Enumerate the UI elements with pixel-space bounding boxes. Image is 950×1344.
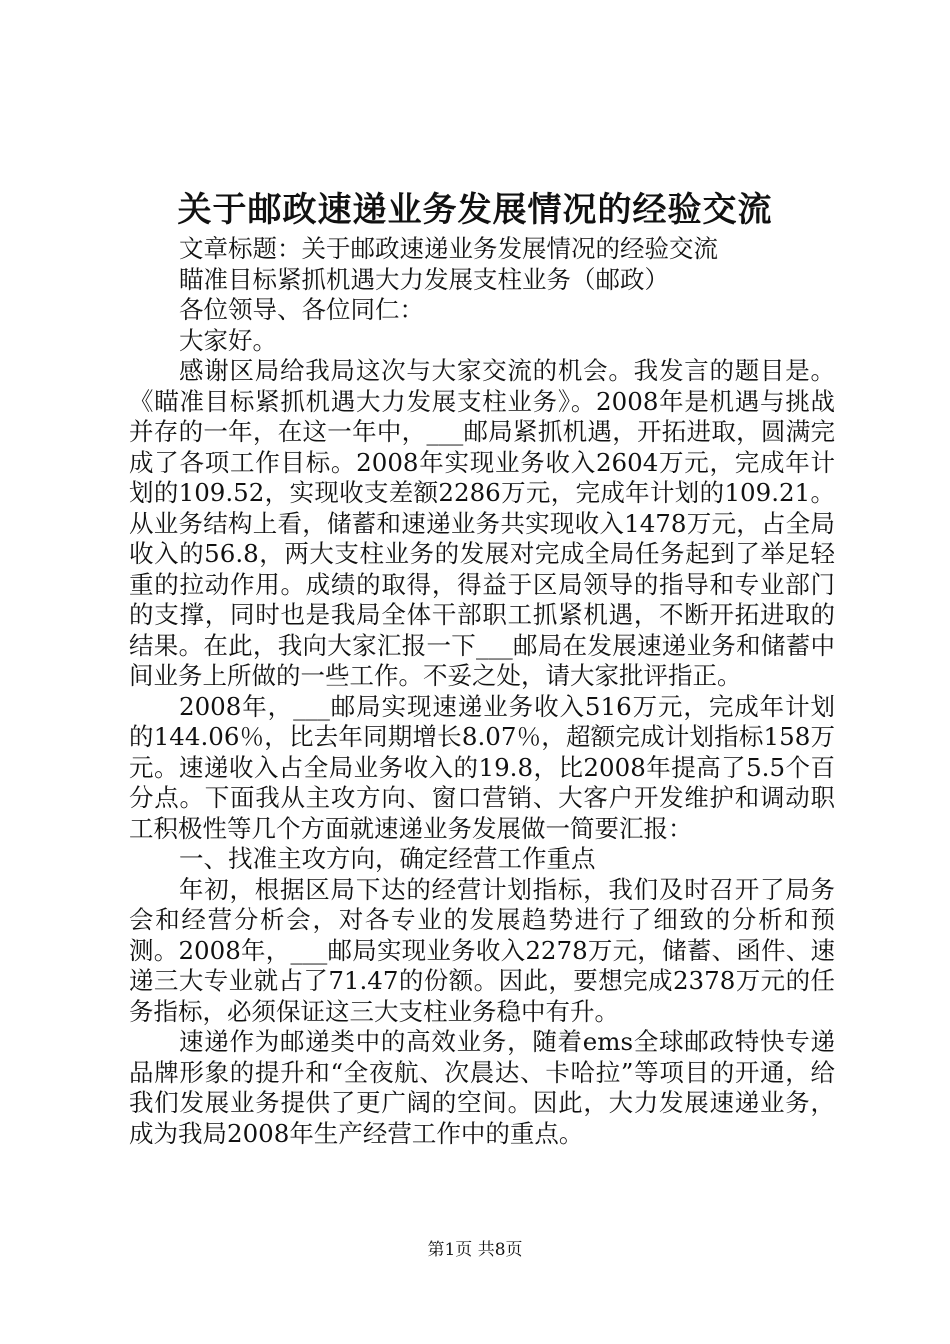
article-title-line: 文章标题：关于邮政速递业务发展情况的经验交流 xyxy=(179,234,718,263)
page-footer: 第1页 共8页 xyxy=(427,1240,523,1260)
body-paragraph: 感谢区局给我局这次与大家交流的机会。我发言的题目是。《瞄准目标紧抓机遇大力发展支柱业务》。2008年是机遇与挑战并存的一年，在这一年中，___邮局紧抓机遇，开拓进取，圆满完成了各项工作目标。2008年实现业务收入2604万元，完成年计划的109.52，实现收支差额2286万元，完成年计划的109.21。从业务结构上看，储蓄和速递业务共实现收入1478万元，占全局收入的56.8，两大支柱业务的发展对完成全局任务起到了举足轻重的拉动作用。成绩的取得，得益于区局领导的指导和专业部门的支撑，同时也是我局全体干部职工抓紧机遇，不断开拓进取的结果。在此，我向大家汇报一下___邮局在发展速递业务和储蓄中间业务上所做的一些工作。不妥之处，请大家批评指正。 xyxy=(129,356,835,690)
greeting: 大家好。 xyxy=(179,325,277,355)
body-paragraph: 年初，根据区局下达的经营计划指标，我们及时召开了局务会和经营分析会，对各专业的发展趋势进行了细致的分析和预测。2008年，___邮局实现业务收入2278万元，储蓄、函件、速递三大专业就占了71.47的份额。因此，要想完成2378万元的任务指标，必须保证这三大支柱业务稳中有升。 xyxy=(129,874,835,1026)
section-heading: 一、找准主攻方向，确定经营工作重点 xyxy=(179,844,596,873)
subtitle-line: 瞄准目标紧抓机遇大力发展支柱业务（邮政） xyxy=(179,264,669,294)
document-body xyxy=(129,234,835,1149)
document-title: 关于邮政速递业务发展情况的经验交流 xyxy=(177,190,773,230)
salutation: 各位领导、各位同仁： xyxy=(179,295,424,324)
body-paragraph: 2008年，___邮局实现速递业务收入516万元，完成年计划的144.06％，比去年同期增长8.07％，超额完成计划指标158万元。速递收入占全局业务收入的19.8，比2008年提高了5.5个百分点。下面我从主攻方向、窗口营销、大客户开发维护和调动职工积极性等几个方面就速递业务发展做一简要汇报： xyxy=(129,691,835,843)
body-paragraph: 速递作为邮递类中的高效业务，随着ems全球邮政特快专递品牌形象的提升和“全夜航、次晨达、卡哈拉”等项目的开通，给我们发展业务提供了更广阔的空间。因此，大力发展速递业务，成为我局2008年生产经营工作中的重点。 xyxy=(129,1027,835,1148)
